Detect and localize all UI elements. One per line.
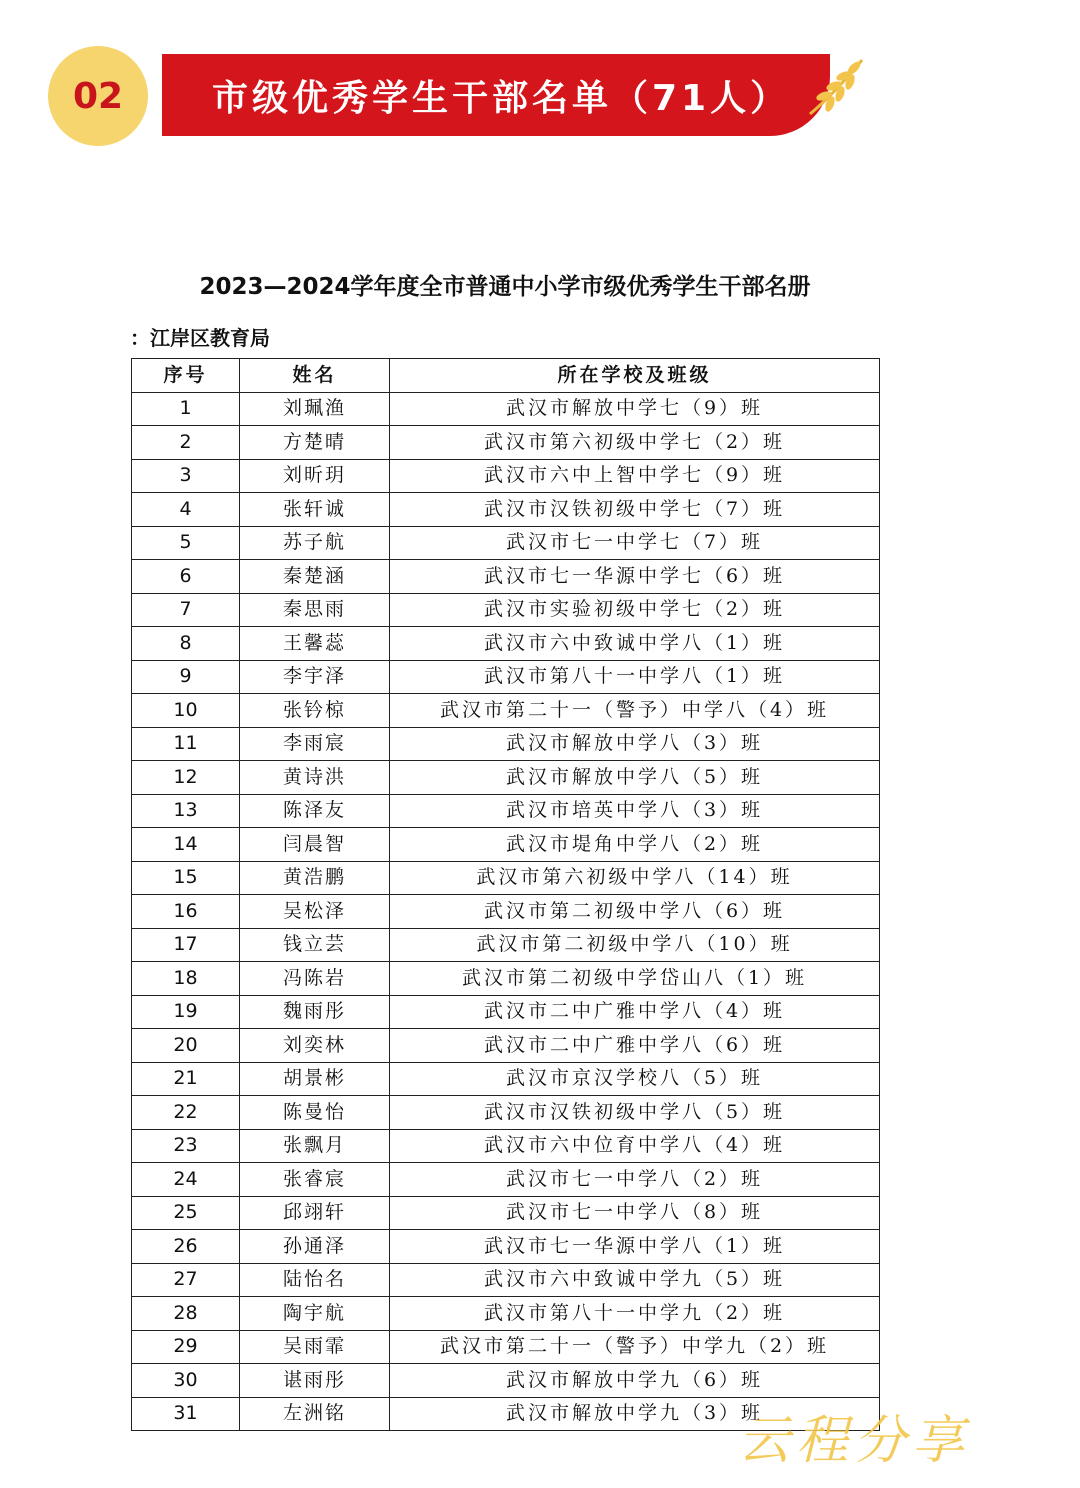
school-class: 武汉市七一华源中学八（1）班	[390, 1230, 880, 1264]
student-name: 谌雨彤	[240, 1364, 390, 1398]
student-name: 陆怡名	[240, 1263, 390, 1297]
table-row	[132, 660, 880, 694]
table-row	[132, 761, 880, 795]
student-name: 刘奕林	[240, 1029, 390, 1063]
school-class: 武汉市解放中学七（9）班	[390, 392, 880, 426]
table-row	[132, 1364, 880, 1398]
school-class: 武汉市六中致诚中学八（1）班	[390, 627, 880, 661]
row-number: 1	[132, 392, 240, 426]
student-name: 刘珮渔	[240, 392, 390, 426]
table-row	[132, 493, 880, 527]
student-name: 李雨宸	[240, 727, 390, 761]
student-name: 黄诗洪	[240, 761, 390, 795]
row-number: 27	[132, 1263, 240, 1297]
student-name: 秦楚涵	[240, 560, 390, 594]
table-row	[132, 1330, 880, 1364]
table-row	[132, 962, 880, 996]
student-name: 胡景彬	[240, 1062, 390, 1096]
wheat-icon	[804, 54, 870, 120]
school-class: 武汉市解放中学八（3）班	[390, 727, 880, 761]
school-class: 武汉市第六初级中学八（14）班	[390, 861, 880, 895]
table-row	[132, 1163, 880, 1197]
school-class: 武汉市第二初级中学八（6）班	[390, 895, 880, 929]
student-name: 邱翊轩	[240, 1196, 390, 1230]
table-row	[132, 459, 880, 493]
school-class: 武汉市堤角中学八（2）班	[390, 828, 880, 862]
row-number: 10	[132, 694, 240, 728]
column-header-number: 序号	[132, 359, 240, 393]
row-number: 8	[132, 627, 240, 661]
student-name: 王馨蕊	[240, 627, 390, 661]
row-number: 6	[132, 560, 240, 594]
table-row	[132, 928, 880, 962]
table-row	[132, 694, 880, 728]
row-number: 2	[132, 426, 240, 460]
school-class: 武汉市六中上智中学七（9）班	[390, 459, 880, 493]
row-number: 21	[132, 1062, 240, 1096]
school-class: 武汉市七一中学七（7）班	[390, 526, 880, 560]
student-name: 张钤椋	[240, 694, 390, 728]
student-name: 魏雨彤	[240, 995, 390, 1029]
table-row	[132, 560, 880, 594]
row-number: 28	[132, 1297, 240, 1331]
column-header-name: 姓名	[240, 359, 390, 393]
table-row	[132, 828, 880, 862]
school-class: 武汉市七一中学八（2）班	[390, 1163, 880, 1197]
student-name: 苏子航	[240, 526, 390, 560]
table-row	[132, 426, 880, 460]
row-number: 15	[132, 861, 240, 895]
table-row	[132, 794, 880, 828]
school-class: 武汉市汉铁初级中学八（5）班	[390, 1096, 880, 1130]
student-name: 陶宇航	[240, 1297, 390, 1331]
document-subtitle: ：江岸区教育局	[130, 326, 270, 350]
row-number: 4	[132, 493, 240, 527]
row-number: 19	[132, 995, 240, 1029]
table-row	[132, 1196, 880, 1230]
school-class: 武汉市培英中学八（3）班	[390, 794, 880, 828]
row-number: 14	[132, 828, 240, 862]
row-number: 9	[132, 660, 240, 694]
table-row	[132, 1263, 880, 1297]
student-name: 张飘月	[240, 1129, 390, 1163]
student-name: 钱立芸	[240, 928, 390, 962]
table-header-row	[132, 359, 880, 393]
section-number: 02	[72, 75, 124, 117]
row-number: 23	[132, 1129, 240, 1163]
table-row	[132, 1297, 880, 1331]
school-class: 武汉市第八十一中学九（2）班	[390, 1297, 880, 1331]
school-class: 武汉市七一华源中学七（6）班	[390, 560, 880, 594]
table-row	[132, 593, 880, 627]
student-name: 方楚晴	[240, 426, 390, 460]
table-row	[132, 995, 880, 1029]
row-number: 18	[132, 962, 240, 996]
roster-table-body	[132, 392, 880, 1431]
banner-title: 市级优秀学生干部名单（71人）	[212, 77, 791, 119]
student-name: 左洲铭	[240, 1397, 390, 1431]
table-row	[132, 1129, 880, 1163]
row-number: 31	[132, 1397, 240, 1431]
school-class: 武汉市第二十一（警予）中学八（4）班	[390, 694, 880, 728]
roster-table	[131, 358, 880, 1431]
student-name: 陈曼怡	[240, 1096, 390, 1130]
row-number: 25	[132, 1196, 240, 1230]
table-row	[132, 895, 880, 929]
table-row	[132, 526, 880, 560]
school-class: 武汉市六中位育中学八（4）班	[390, 1129, 880, 1163]
title-banner	[162, 54, 830, 136]
table-row	[132, 1029, 880, 1063]
row-number: 29	[132, 1330, 240, 1364]
school-class: 武汉市第二初级中学岱山八（1）班	[390, 962, 880, 996]
table-row	[132, 1096, 880, 1130]
row-number: 17	[132, 928, 240, 962]
table-row	[132, 727, 880, 761]
school-class: 武汉市第六初级中学七（2）班	[390, 426, 880, 460]
row-number: 12	[132, 761, 240, 795]
student-name: 李宇泽	[240, 660, 390, 694]
row-number: 24	[132, 1163, 240, 1197]
row-number: 5	[132, 526, 240, 560]
table-row	[132, 861, 880, 895]
student-name: 闫晨智	[240, 828, 390, 862]
school-class: 武汉市七一中学八（8）班	[390, 1196, 880, 1230]
row-number: 7	[132, 593, 240, 627]
student-name: 张睿宸	[240, 1163, 390, 1197]
row-number: 30	[132, 1364, 240, 1398]
student-name: 刘昕玥	[240, 459, 390, 493]
table-row	[132, 1062, 880, 1096]
school-class: 武汉市第二十一（警予）中学九（2）班	[390, 1330, 880, 1364]
table-row	[132, 392, 880, 426]
student-name: 陈泽友	[240, 794, 390, 828]
section-number-badge	[48, 46, 148, 146]
student-name: 孙通泽	[240, 1230, 390, 1264]
row-number: 20	[132, 1029, 240, 1063]
school-class: 武汉市第八十一中学八（1）班	[390, 660, 880, 694]
table-row	[132, 627, 880, 661]
student-name: 冯陈岩	[240, 962, 390, 996]
row-number: 26	[132, 1230, 240, 1264]
student-name: 张轩诚	[240, 493, 390, 527]
row-number: 13	[132, 794, 240, 828]
school-class: 武汉市解放中学九（6）班	[390, 1364, 880, 1398]
document-title: 2023—2024学年度全市普通中小学市级优秀学生干部名册	[199, 274, 811, 300]
school-class: 武汉市六中致诚中学九（5）班	[390, 1263, 880, 1297]
row-number: 11	[132, 727, 240, 761]
school-class: 武汉市第二初级中学八（10）班	[390, 928, 880, 962]
row-number: 16	[132, 895, 240, 929]
student-name: 吴松泽	[240, 895, 390, 929]
student-name: 秦思雨	[240, 593, 390, 627]
school-class: 武汉市二中广雅中学八（4）班	[390, 995, 880, 1029]
school-class: 武汉市解放中学九（3）班	[390, 1397, 880, 1431]
row-number: 3	[132, 459, 240, 493]
table-row	[132, 1230, 880, 1264]
school-class: 武汉市汉铁初级中学七（7）班	[390, 493, 880, 527]
column-header-school: 所在学校及班级	[390, 359, 880, 393]
watermark-text: 云程分享	[738, 1411, 971, 1471]
school-class: 武汉市京汉学校八（5）班	[390, 1062, 880, 1096]
student-name: 吴雨霏	[240, 1330, 390, 1364]
row-number: 22	[132, 1096, 240, 1130]
school-class: 武汉市实验初级中学七（2）班	[390, 593, 880, 627]
student-name: 黄浩鹏	[240, 861, 390, 895]
school-class: 武汉市解放中学八（5）班	[390, 761, 880, 795]
school-class: 武汉市二中广雅中学八（6）班	[390, 1029, 880, 1063]
